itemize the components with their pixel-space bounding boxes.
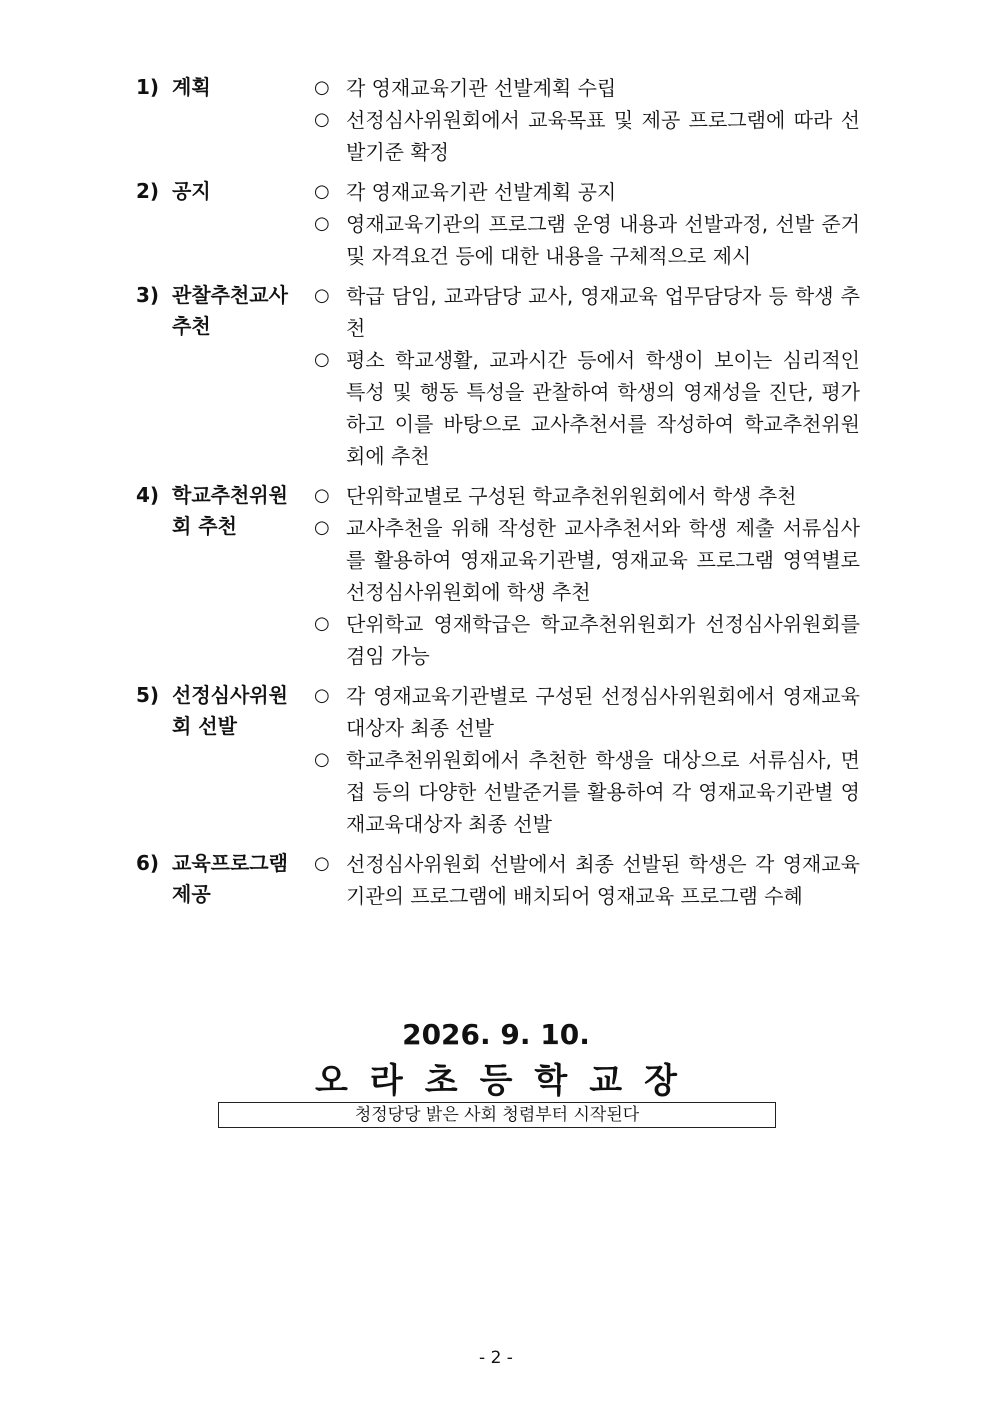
- item-text: 단위학교별로 구성된 학교추천위원회에서 학생 추천: [346, 484, 797, 508]
- document-date: 2026. 9. 10.: [402, 1018, 590, 1051]
- step-number: 1): [136, 75, 160, 99]
- item-text: 선정심사위원회 선발에서 최종 선발된 학생은 각 영재교육기관의 프로그램에 배치되어 영재교육 프로그램 수혜: [346, 852, 860, 908]
- step-title: 학교추천위원회 추천: [172, 483, 288, 538]
- step-number: 5): [136, 683, 160, 707]
- list-item: [314, 512, 860, 608]
- item-text: 교사추천을 위해 작성한 교사추천서와 학생 제출 서류심사를 활용하여 영재교육기관별, 영재교육 프로그램 영역별로 선정심사위원회에 학생 추천: [346, 516, 860, 604]
- circle-bullet-icon: ○: [314, 77, 330, 98]
- item-text: 단위학교 영재학급은 학교추천위원회가 선정심사위원회를 겸임 가능: [346, 612, 860, 668]
- step-number: 4): [136, 483, 160, 507]
- item-text: 평소 학교생활, 교과시간 등에서 학생이 보이는 심리적인 특성 및 행동 특성을 관찰하여 학생의 영재성을 진단, 평가하고 이를 바탕으로 교사추천서를 작성하여 학교추천위원회에 추천: [346, 348, 860, 468]
- step-3: [136, 280, 860, 472]
- circle-bullet-icon: ○: [314, 749, 330, 770]
- item-text: 학교추천위원회에서 추천한 학생을 대상으로 서류심사, 면접 등의 다양한 선발준거를 활용하여 각 영재교육기관별 영재교육대상자 최종 선발: [346, 748, 860, 836]
- list-item: [314, 208, 860, 272]
- item-text: 각 영재교육기관 선발계획 수립: [346, 76, 617, 100]
- step-title: 관찰추천교사 추천: [172, 283, 288, 338]
- step-6: [136, 848, 860, 912]
- item-text: 학급 담임, 교과담당 교사, 영재교육 업무담당자 등 학생 추천: [346, 284, 860, 340]
- step-title: 교육프로그램 제공: [172, 851, 288, 906]
- step-4: [136, 480, 860, 672]
- page-number: - 2 -: [479, 1348, 513, 1368]
- circle-bullet-icon: ○: [314, 485, 330, 506]
- list-item: [314, 480, 860, 512]
- list-item: [314, 680, 860, 744]
- circle-bullet-icon: ○: [314, 213, 330, 234]
- item-text: 각 영재교육기관 선발계획 공지: [346, 180, 617, 204]
- step-5: [136, 680, 860, 840]
- step-1: [136, 72, 860, 168]
- principal-signature: 오라초등학교장: [315, 1061, 699, 1101]
- circle-bullet-icon: ○: [314, 181, 330, 202]
- step-title: 선정심사위원회 선발: [172, 683, 288, 738]
- list-item: [314, 280, 860, 344]
- circle-bullet-icon: ○: [314, 853, 330, 874]
- step-number: 6): [136, 851, 160, 875]
- circle-bullet-icon: ○: [314, 613, 330, 634]
- list-item: [314, 744, 860, 840]
- procedure-steps: [136, 72, 860, 920]
- circle-bullet-icon: ○: [314, 285, 330, 306]
- list-item: [314, 104, 860, 168]
- circle-bullet-icon: ○: [314, 109, 330, 130]
- circle-bullet-icon: ○: [314, 517, 330, 538]
- integrity-slogan-box: 청정당당 밝은 사회 청렴부터 시작된다: [218, 1102, 776, 1128]
- list-item: [314, 72, 860, 104]
- list-item: [314, 848, 860, 912]
- step-number: 2): [136, 179, 160, 203]
- list-item: [314, 608, 860, 672]
- list-item: [314, 344, 860, 472]
- item-text: 선정심사위원회에서 교육목표 및 제공 프로그램에 따라 선발기준 확정: [346, 108, 860, 164]
- item-text: 영재교육기관의 프로그램 운영 내용과 선발과정, 선발 준거 및 자격요건 등에 대한 내용을 구체적으로 제시: [346, 212, 860, 268]
- step-title: 계획: [172, 75, 211, 99]
- circle-bullet-icon: ○: [314, 349, 330, 370]
- step-number: 3): [136, 283, 160, 307]
- step-title: 공지: [172, 179, 211, 203]
- step-2: [136, 176, 860, 272]
- item-text: 각 영재교육기관별로 구성된 선정심사위원회에서 영재교육대상자 최종 선발: [346, 684, 860, 740]
- circle-bullet-icon: ○: [314, 685, 330, 706]
- list-item: [314, 176, 860, 208]
